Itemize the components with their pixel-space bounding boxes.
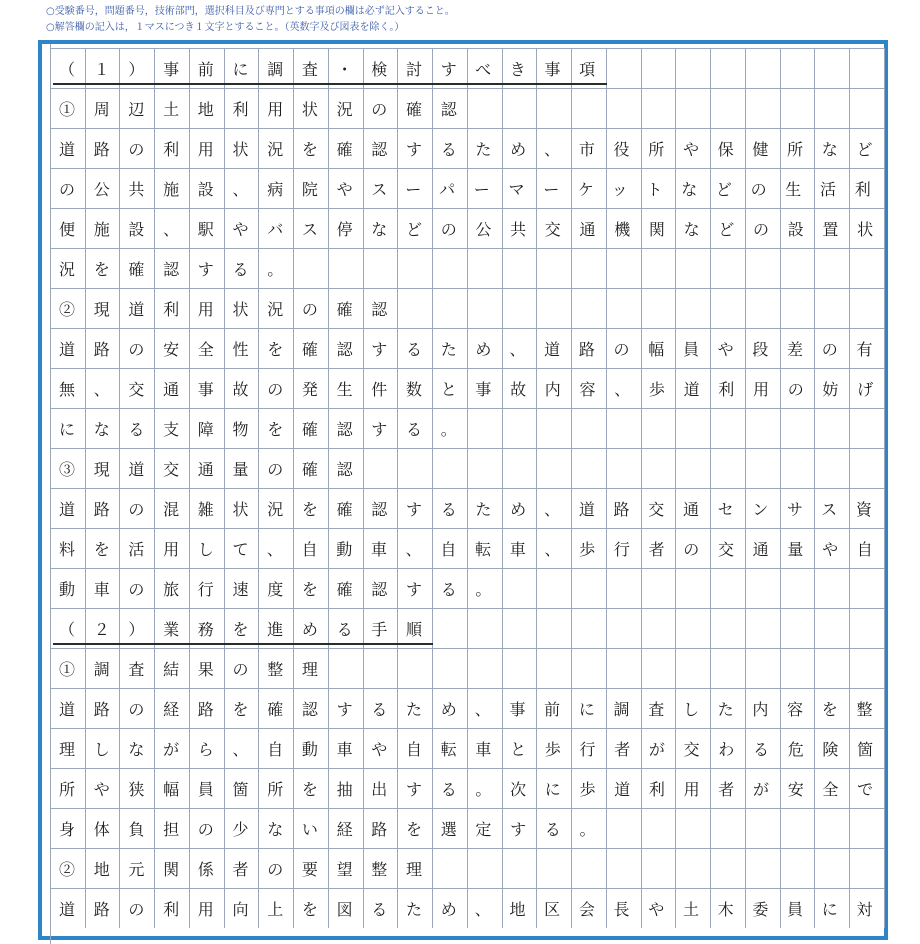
grid-line (51, 248, 885, 249)
answer-row (51, 328, 892, 368)
grid-line (51, 488, 885, 489)
section-heading-row (51, 48, 885, 88)
answer-row (51, 128, 892, 168)
grid-line (51, 528, 885, 529)
heading-underline (53, 83, 607, 85)
grid-line (51, 728, 885, 729)
instruction-line-1: ○受験番号，問題番号，技術部門，選択科目及び専門とする事項の欄は必ず記入すること。 (46, 6, 455, 17)
grid-line (51, 168, 885, 169)
answer-text: 道路の利用状況を確認するため、市役所や保健所など (59, 139, 892, 159)
answer-row (51, 688, 892, 728)
answer-text: ②現道利用状況の確認 (59, 299, 407, 319)
answer-row (51, 288, 885, 328)
grid-line (51, 88, 885, 89)
answer-row (51, 408, 885, 448)
answer-row (51, 728, 892, 768)
section-heading-text: （２）業務を進める手順 (59, 619, 441, 639)
answer-row (51, 168, 890, 208)
grid-line (51, 848, 885, 849)
answer-row (51, 528, 892, 568)
answer-text: 便施設、駅やバス停などの公共交通機関などの設置状 (59, 219, 892, 239)
answer-grid (50, 44, 892, 944)
answer-text: 道路の利用向上を図るため、地区会長や土木委員に対 (59, 899, 892, 919)
answer-row (51, 248, 885, 288)
grid-line (51, 208, 885, 209)
answer-row (51, 648, 885, 688)
answer-row (51, 368, 892, 408)
grid-line (51, 48, 885, 49)
answer-row (51, 888, 892, 928)
answer-text: 料を活用して、自動車、自転車、歩行者の交通量や自 (59, 539, 892, 559)
grid-line (51, 768, 885, 769)
answer-row (51, 808, 885, 848)
grid-line (51, 408, 885, 409)
grid-line (51, 688, 885, 689)
instruction-line-2: ○解答欄の記入は，１マスにつき１文字とすること。（英数字及び図表を除く。） (46, 22, 405, 33)
answer-text: 況を確認する。 (59, 259, 302, 279)
grid-line (51, 128, 885, 129)
answer-text: ①調査結果の整理 (59, 659, 337, 679)
answer-text: 道路の経路を確認するため、事前に調査した内容を整 (59, 699, 892, 719)
answer-row (51, 88, 885, 128)
answer-sheet-frame (38, 40, 892, 940)
answer-text: 身体負担の少ない経路を選定する。 (59, 819, 615, 839)
section-heading-text: （１）事前に調査・検討すべき事項 (59, 59, 614, 79)
grid-line (51, 608, 885, 609)
answer-text: 道路の混雑状況を確認するため、道路交通センサス資 (59, 499, 891, 519)
section-heading-row (51, 608, 885, 648)
answer-row (51, 568, 885, 608)
grid-line (51, 888, 885, 889)
answer-text: 動車の旅行速度を確認する。 (59, 579, 511, 599)
grid-line (51, 808, 885, 809)
answer-text: の公共施設、病院やスーパーマーケットなどの生活利 (59, 179, 890, 199)
answer-row (51, 488, 891, 528)
grid-line (51, 448, 885, 449)
answer-text: 所や狭幅員箇所を抽出する。次に歩道利用者が安全で (59, 779, 892, 799)
answer-text: 理しながら、自動車や自転車と歩行者が交わる危険箇 (59, 739, 892, 759)
grid-line (51, 568, 885, 569)
answer-text: 無、交通事故の発生件数と事故内容、歩道利用の妨げ (59, 379, 892, 399)
grid-line (51, 328, 885, 329)
heading-underline (53, 643, 433, 645)
answer-row (51, 448, 885, 488)
grid-line (51, 648, 885, 649)
grid-line (51, 288, 885, 289)
answer-row (51, 848, 885, 888)
answer-row (51, 768, 892, 808)
answer-text: 道路の安全性を確認するため、道路の幅員や段差の有 (59, 339, 892, 359)
answer-text: ②地元関係者の要望整理 (59, 859, 441, 879)
answer-text: になる支障物を確認する。 (59, 419, 476, 439)
answer-row (51, 208, 892, 248)
answer-text: ①周辺土地利用状況の確認 (59, 99, 476, 119)
grid-line (51, 368, 885, 369)
answer-text: ③現道交通量の確認 (59, 459, 372, 479)
